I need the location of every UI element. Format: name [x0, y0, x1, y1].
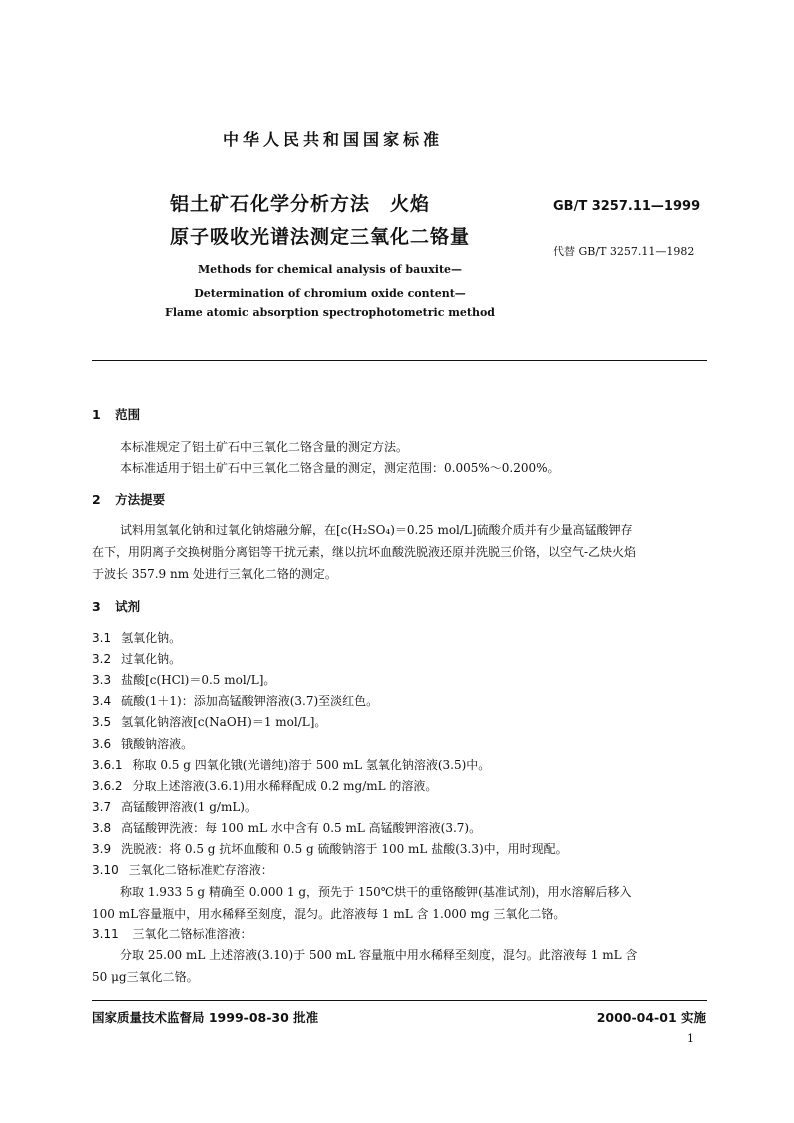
- reagent-item: [92, 756, 490, 773]
- section-3-heading: [92, 597, 140, 615]
- footer-divider: [92, 1000, 707, 1001]
- reagent-item-text: 盐酸[c(HCl)＝0.5 mol/L]。: [121, 673, 276, 687]
- reagent-item-number: 3.6.2: [92, 779, 123, 793]
- section-2-line-2: 在下，用阴离子交换树脂分离铝等干扰元素，继以抗坏血酸洗脱液还原并洗脱三价铬，以空气-乙炔火焰: [92, 545, 637, 559]
- reagent-item: [92, 861, 273, 878]
- title-line-1: 铝土矿石化学分析方法 火焰: [170, 193, 431, 215]
- section-2-line-1: 试料用氢氧化钠和过氧化钠熔融分解，在[c(H₂SO₄)＝0.25 mol/L]硫酸介质并有少量高锰酸钾存: [120, 523, 633, 537]
- reagent-item-number: 3.8: [92, 821, 112, 835]
- section-1-paragraph-1: 本标准规定了铝土矿石中三氧化二铬含量的测定方法。: [120, 440, 409, 454]
- replaces-note: 代替 GB/T 3257.11—1982: [553, 245, 695, 258]
- section-1-paragraph-2: 本标准适用于铝土矿石中三氧化二铬含量的测定，测定范围：0.005%～0.200%。: [120, 461, 560, 475]
- reagent-item-number: 3.3: [92, 673, 112, 687]
- section-2-line-3: 于波长 357.9 nm 处进行三氧化二铬的测定。: [92, 567, 337, 581]
- english-title-line-1: Methods for chemical analysis of bauxite—: [197, 263, 463, 276]
- item-3-10-line-2: 100 mL容量瓶中，用水稀释至刻度，混匀。此溶液每 1 mL 含 1.000 mg 三氧化二铬。: [92, 907, 566, 921]
- reagent-item-text: 称取 0.5 g 四氧化锇(光谱纯)溶于 500 mL 氢氧化钠溶液(3.5)中。: [132, 758, 491, 772]
- reagent-item-number: 3.10: [92, 863, 119, 877]
- item-3-11-line-1: 分取 25.00 mL 上述溶液(3.10)于 500 mL 容量瓶中用水稀释至刻度，混匀。此溶液每 1 mL 含: [120, 948, 638, 962]
- item-3-11: [92, 925, 253, 942]
- reagent-item-text: 硫酸(1＋1)：添加高锰酸钾溶液(3.7)至淡红色。: [121, 694, 379, 708]
- section-2-number: 2: [92, 492, 101, 507]
- reagent-item-text: 分取上述溶液(3.6.1)用水稀释配成 0.2 mg/mL 的溶液。: [132, 779, 438, 793]
- section-1-heading: [92, 405, 140, 423]
- reagent-item-text: 高锰酸钾溶液(1 g/mL)。: [121, 800, 257, 814]
- section-3-number: 3: [92, 599, 101, 614]
- section-3-title: 试剂: [115, 599, 141, 614]
- reagent-item: [92, 819, 481, 836]
- item-3-11-text: 三氧化二铬标准溶液：: [132, 927, 253, 941]
- item-3-11-line-2: 50 μg三氧化二铬。: [92, 970, 199, 984]
- reagent-item-number: 3.7: [92, 800, 112, 814]
- reagent-item-number: 3.9: [92, 842, 112, 856]
- section-2-heading: [92, 490, 165, 508]
- header-divider: [92, 360, 707, 361]
- reagent-item-number: 3.6: [92, 737, 112, 751]
- reagent-item-text: 过氧化钠。: [121, 652, 182, 666]
- reagent-item-number: 3.6.1: [92, 758, 123, 772]
- section-1-title: 范围: [115, 407, 141, 422]
- title-line-2: 原子吸收光谱法测定三氧化二铬量: [170, 226, 471, 248]
- reagent-item: [92, 713, 326, 730]
- reagent-item: [92, 629, 181, 646]
- item-3-10-line-1: 称取 1.933 5 g 精确至 0.000 1 g，预先于 150℃烘干的重铬酸钾(基准试剂)，用水溶解后移入: [120, 885, 632, 899]
- reagent-item-text: 洗脱液：将 0.5 g 抗坏血酸和 0.5 g 硫酸钠溶于 100 mL 盐酸(3.3)中，用时现配。: [121, 842, 568, 856]
- english-title-line-3: Flame atomic absorption spectrophotometric method: [165, 306, 495, 319]
- reagent-item-number: 3.2: [92, 652, 112, 666]
- section-2-title: 方法提要: [115, 492, 166, 507]
- reagent-item-text: 氢氧化钠溶液[c(NaOH)＝1 mol/L]。: [121, 715, 327, 729]
- reagent-item-text: 氢氧化钠。: [121, 631, 182, 645]
- standard-code: GB/T 3257.11—1999: [553, 199, 701, 214]
- english-title-line-2: Determination of chromium oxide content—: [194, 287, 466, 300]
- reagent-item-number: 3.4: [92, 694, 112, 708]
- reagent-item: [92, 650, 181, 667]
- reagent-item: [92, 735, 193, 752]
- reagent-item: [92, 798, 257, 815]
- page-number: 1: [687, 1032, 694, 1045]
- effective-date: 2000-04-01 实施: [596, 1010, 706, 1025]
- reagent-item-number: 3.5: [92, 715, 112, 729]
- reagent-item-number: 3.1: [92, 631, 112, 645]
- section-1-number: 1: [92, 407, 101, 422]
- reagent-item: [92, 777, 437, 794]
- reagent-item-text: 三氧化二铬标准贮存溶液：: [128, 863, 273, 877]
- item-3-11-number: 3.11: [92, 927, 119, 941]
- reagent-item: [92, 692, 378, 709]
- national-standard-heading: 中华人民共和国国家标准: [222, 130, 443, 149]
- approval-statement: 国家质量技术监督局 1999-08-30 批准: [92, 1010, 319, 1025]
- reagent-item-text: 锇酸钠溶液。: [121, 737, 194, 751]
- reagent-item: [92, 840, 568, 857]
- reagent-item: [92, 671, 275, 688]
- reagent-item-text: 高锰酸钾洗液：每 100 mL 水中含有 0.5 mL 高锰酸钾溶液(3.7)。: [121, 821, 482, 835]
